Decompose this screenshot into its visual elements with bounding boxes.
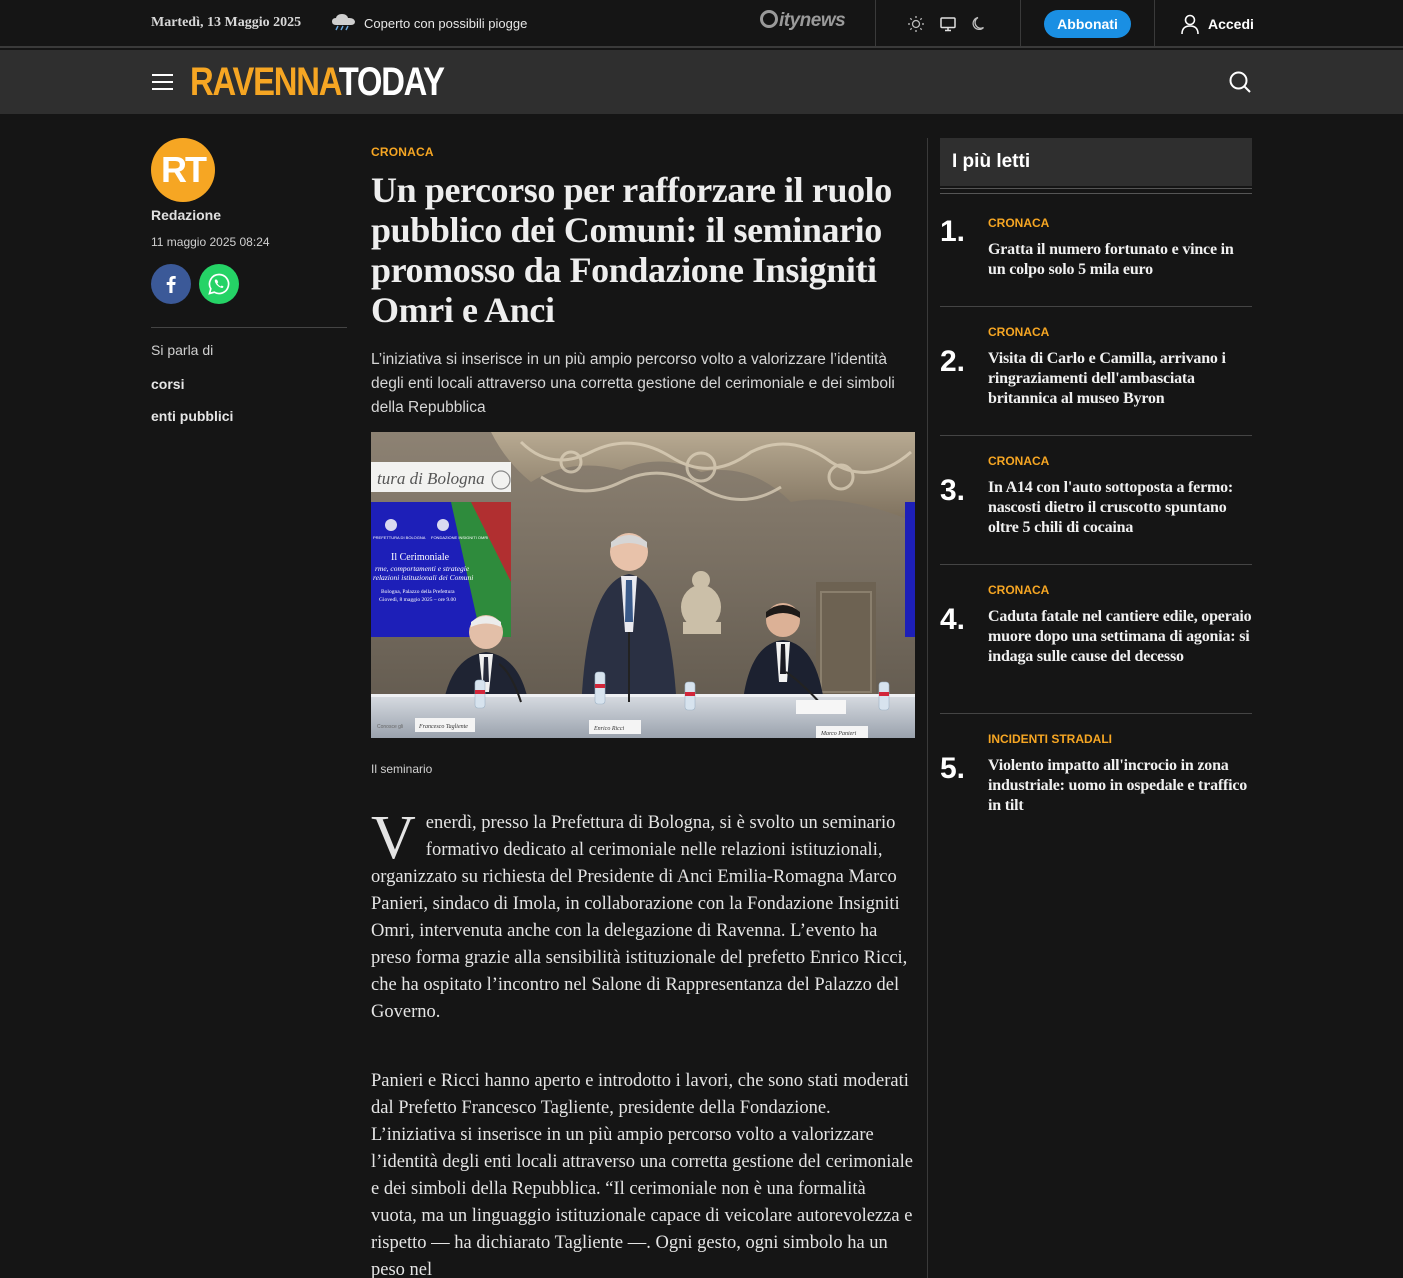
rank-category[interactable]: CRONACA — [988, 583, 1050, 597]
rank-number: 1. — [940, 215, 966, 248]
divider — [875, 0, 876, 48]
top-bar — [0, 0, 1403, 48]
facebook-icon — [159, 272, 183, 296]
article-paragraph: Venerdì, presso la Prefettura di Bologna, si è svolto un seminario formativo dedicato al cerimoniale nelle relazioni istituzionali, organizzato su richiesta del Presidente di Anci Emilia-Romagna Marco Panieri, sindaco di Imola, in collaborazione con la Fondazione Insigniti Omri, intervenuta anche con la delegazione di Ravenna. L’evento ha preso forma grazie alla sensibilità istituzionale del prefetto Enrico Ricci, che ha ospitato l’incontro nel Salone di Rappresentanza del Palazzo del Governo. — [371, 804, 908, 1022]
facebook-share-button[interactable] — [151, 264, 191, 304]
sun-icon[interactable] — [907, 15, 925, 33]
svg-text:Francesco Tagliente: Francesco Tagliente — [419, 724, 468, 730]
article-photo[interactable] — [371, 432, 915, 738]
login-label: Accedi — [1208, 16, 1254, 32]
svg-text:Conosce gli: Conosce gli — [377, 724, 404, 730]
rank-title[interactable]: Violento impatto all'incrocio in zona industriale: uomo in ospedale e traffico in tilt — [988, 757, 1248, 814]
divider — [1154, 0, 1155, 48]
cloud-rain-icon — [330, 13, 358, 31]
rank-category[interactable]: CRONACA — [988, 454, 1050, 468]
author-avatar[interactable]: RT — [151, 138, 215, 202]
moon-icon[interactable] — [971, 15, 989, 33]
tag-link[interactable]: corsi — [151, 376, 185, 392]
rank-category[interactable]: CRONACA — [988, 216, 1050, 230]
rank-title[interactable]: Caduta fatale nel cantiere edile, operaio muore dopo una settimana di agonia: si indaga sulle cause del decesso — [988, 608, 1252, 665]
divider — [940, 564, 1252, 565]
rank-title[interactable]: Visita di Carlo e Camilla, arrivano i ringraziamenti dell'ambasciata britannica al museo Byron — [988, 350, 1226, 407]
divider — [940, 188, 1252, 194]
article-category[interactable]: CRONACA — [371, 145, 434, 159]
svg-text:PREFETTURA DI BOLOGNA: PREFETTURA DI BOLOGNA — [373, 535, 426, 540]
svg-text:relazioni istituzionali dei Co: relazioni istituzionali dei Comuni — [373, 573, 474, 582]
rank-category[interactable]: INCIDENTI STRADALI — [988, 732, 1112, 746]
rank-number: 2. — [940, 345, 966, 378]
svg-text:Marco Panieri: Marco Panieri — [821, 731, 857, 737]
divider — [940, 713, 1252, 714]
svg-text:rme, comportamenti e strategie: rme, comportamenti e strategie — [375, 564, 470, 573]
divider — [927, 138, 928, 1278]
photo-caption: Il seminario — [371, 762, 433, 776]
user-icon — [1180, 13, 1200, 35]
divider — [940, 306, 1252, 307]
whatsapp-share-button[interactable] — [199, 264, 239, 304]
rank-category[interactable]: CRONACA — [988, 325, 1050, 339]
svg-text:FONDAZIONE INSIGNITI OMRI: FONDAZIONE INSIGNITI OMRI — [431, 535, 489, 540]
rank-title[interactable]: Gratta il numero fortunato e vince in un colpo solo 5 mila euro — [988, 241, 1234, 278]
rank-number: 5. — [940, 752, 966, 785]
author-name[interactable]: Redazione — [151, 207, 222, 223]
divider — [1020, 0, 1021, 48]
weather-text: Coperto con possibili piogge — [364, 16, 528, 31]
site-logo[interactable]: RAVENNATODAY — [190, 60, 444, 104]
rank-number: 3. — [940, 474, 966, 507]
divider — [151, 327, 347, 328]
article-paragraph: Panieri e Ricci hanno aperto e introdotto i lavori, che sono stati moderati dal Prefetto Francesco Tagliente, presidente della Fondazione. L’iniziativa si inserisce in un più ampio percorso volto a valorizzare l’identità degli enti locali attraverso una corretta gestione del cerimoniale e dei simboli della Repubblica. “Il cerimoniale non è una formalità vuota, ma un linguaggio istituzionale capace di veicolare autorevolezza e rispetto — ha dichiarato Tagliente —. Ogni gesto, ogni simbolo ha un peso nel — [371, 1071, 913, 1278]
hamburger-menu-icon[interactable] — [152, 74, 173, 90]
login-button[interactable] — [1180, 12, 1254, 36]
most-read-header — [940, 138, 1252, 186]
monitor-icon[interactable] — [939, 15, 957, 33]
rank-title[interactable]: In A14 con l'auto sottoposta a fermo: nascosti dietro il cruscotto spuntano oltre 5 chili di cocaina — [988, 479, 1234, 536]
site-header — [0, 50, 1403, 114]
svg-text:tura di Bologna: tura di Bologna — [377, 469, 485, 488]
svg-text:Giovedì, 8 maggio 2025 – ore 9: Giovedì, 8 maggio 2025 – ore 9.00 — [379, 597, 456, 603]
divider — [940, 435, 1252, 436]
tag-link[interactable]: enti pubblici — [151, 408, 234, 424]
svg-text:Enrico Ricci: Enrico Ricci — [594, 726, 625, 732]
publication-date: 11 maggio 2025 08:24 — [151, 235, 270, 249]
article-subtitle: L’iniziativa si inserisce in un più ampio percorso volto a valorizzare l’identità degli enti locali attraverso una corretta gestione del cerimoniale e dei simboli della Repubblica — [371, 351, 895, 416]
svg-text:Il Cerimoniale: Il Cerimoniale — [391, 552, 450, 563]
whatsapp-icon — [207, 272, 231, 296]
subscribe-button[interactable]: Abbonati — [1044, 10, 1131, 38]
search-icon[interactable] — [1228, 70, 1252, 94]
current-date: Martedì, 13 Maggio 2025 — [151, 15, 302, 30]
citynews-logo[interactable]: itynews — [760, 10, 845, 32]
drop-cap: V — [371, 804, 416, 872]
rank-number: 4. — [940, 603, 966, 636]
article-headline: Un percorso per rafforzare il ruolo pubblico dei Comuni: il seminario promosso da Fondazione Insigniti Omri e Anci — [371, 170, 892, 330]
most-read-title: I più letti — [952, 151, 1031, 172]
svg-text:Bologna, Palazzo della Prefett: Bologna, Palazzo della Prefettura — [381, 589, 455, 595]
tags-label: Si parla di — [151, 342, 214, 358]
